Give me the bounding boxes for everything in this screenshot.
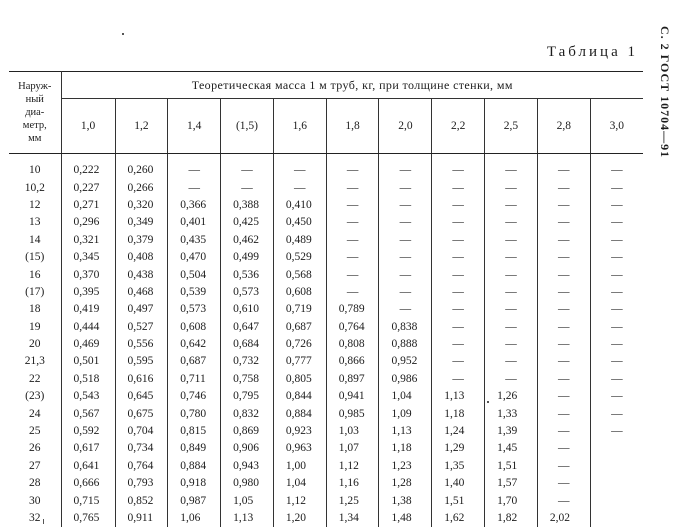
table-row: [9, 510, 643, 527]
mass-value-cell: 0,980: [221, 475, 274, 492]
mass-value-cell: 0,726: [273, 336, 326, 353]
wall-thickness-header: 1,4: [168, 99, 221, 154]
mass-value-cell: —: [273, 154, 326, 180]
mass-value-cell: 0,687: [273, 319, 326, 336]
mass-value-cell: —: [611, 338, 623, 351]
mass-value-cell: —: [432, 154, 485, 180]
mass-value-cell: 0,616: [115, 371, 168, 388]
mass-value-cell: 2,02: [537, 510, 590, 527]
outer-diameter-cell: 10: [9, 154, 61, 180]
wall-thickness-header-row: [9, 99, 643, 154]
mass-value-cell: 0,573: [168, 301, 221, 318]
mass-value-cell: 0,795: [221, 388, 274, 405]
mass-value-cell: 0,608: [273, 284, 326, 301]
mass-value-cell: 0,296: [61, 214, 115, 231]
mass-value-cell: 0,435: [168, 232, 221, 249]
mass-value-cell: 0,684: [221, 336, 274, 353]
mass-value-cell: —: [326, 249, 379, 266]
mass-value-cell: 0,401: [168, 214, 221, 231]
mass-value-cell: —: [326, 197, 379, 214]
table-row: [9, 284, 643, 301]
mass-value-cell: 0,911: [115, 510, 168, 527]
mass-value-cell: —: [432, 319, 485, 336]
wall-thickness-header: 1,0: [61, 99, 115, 154]
mass-value-cell: 0,501: [61, 353, 115, 370]
outer-diameter-cell: 20: [9, 336, 61, 353]
mass-value-cell: 1,12: [273, 492, 326, 509]
mass-value-cell: 0,497: [115, 301, 168, 318]
mass-value-cell: —: [537, 492, 590, 509]
outer-diameter-cell: 26: [9, 440, 61, 457]
mass-value-cell: —: [485, 284, 538, 301]
mass-value-cell: —: [432, 249, 485, 266]
mass-value-cell: —: [326, 179, 379, 196]
wall-thickness-header: 1,2: [115, 99, 168, 154]
outer-diameter-cell: (15): [9, 249, 61, 266]
corner-line: мм: [28, 133, 42, 144]
wall-thickness-header: 3,0: [590, 99, 643, 154]
mass-value-cell: —: [611, 251, 623, 264]
mass-value-cell: 0,687: [168, 353, 221, 370]
mass-value-cell: —: [611, 390, 623, 403]
mass-value-cell: —: [485, 353, 538, 370]
mass-value-cell: —: [432, 232, 485, 249]
mass-value-cell: 0,943: [221, 458, 274, 475]
mass-value-cell: 1,13: [432, 388, 485, 405]
mass-value-cell: 0,780: [168, 405, 221, 422]
outer-diameter-cell: 21,3: [9, 353, 61, 370]
mass-value-cell: —: [485, 301, 538, 318]
mass-value-cell: 0,884: [273, 405, 326, 422]
mass-value-cell: 1,62: [432, 510, 485, 527]
mass-value-cell: 0,888: [379, 336, 432, 353]
table-row: [9, 319, 643, 336]
mass-value-cell: 0,489: [273, 232, 326, 249]
mass-value-cell: 0,529: [273, 249, 326, 266]
mass-value-cell: 1,06: [168, 510, 221, 527]
pipe-mass-table: [9, 71, 643, 527]
table-row: [9, 249, 643, 266]
mass-value-cell: [590, 492, 643, 509]
mass-value-cell: 1,70: [485, 492, 538, 509]
mass-value-cell: 0,732: [221, 353, 274, 370]
mass-value-cell: 0,617: [61, 440, 115, 457]
mass-value-cell: 0,869: [221, 423, 274, 440]
mass-value-cell: 1,18: [432, 405, 485, 422]
mass-value-cell: —: [537, 214, 590, 231]
mass-value-cell: 0,592: [61, 423, 115, 440]
mass-value-cell: 0,227: [61, 179, 115, 196]
mass-value-cell: —: [485, 214, 538, 231]
mass-value-cell: 0,719: [273, 301, 326, 318]
mass-value-cell: —: [537, 232, 590, 249]
wall-thickness-header: 2,5: [485, 99, 538, 154]
mass-value-cell: 0,608: [168, 319, 221, 336]
table-row: [9, 214, 643, 231]
mass-value-cell: 0,469: [61, 336, 115, 353]
mass-value-cell: 0,746: [168, 388, 221, 405]
mass-value-cell: —: [537, 179, 590, 196]
mass-value-cell: 0,941: [326, 388, 379, 405]
mass-value-cell: 0,518: [61, 371, 115, 388]
mass-value-cell: 0,320: [115, 197, 168, 214]
outer-diameter-header: [9, 72, 61, 154]
mass-value-cell: —: [379, 232, 432, 249]
outer-diameter-cell: 28: [9, 475, 61, 492]
corner-line: диа-: [25, 107, 45, 118]
outer-diameter-cell: 14: [9, 232, 61, 249]
mass-value-cell: 0,595: [115, 353, 168, 370]
table-row: [9, 154, 643, 180]
mass-value-cell: —: [485, 266, 538, 283]
mass-value-cell: 1,07: [326, 440, 379, 457]
mass-value-cell: 0,370: [61, 266, 115, 283]
outer-diameter-cell: 24: [9, 405, 61, 422]
wall-thickness-header: 2,8: [537, 99, 590, 154]
mass-value-cell: 1,00: [273, 458, 326, 475]
outer-diameter-cell: 27: [9, 458, 61, 475]
table-row: [9, 301, 643, 318]
mass-value-cell: —: [537, 197, 590, 214]
mass-value-cell: 0,765: [61, 510, 115, 527]
mass-value-cell: 0,952: [379, 353, 432, 370]
wall-thickness-header: 2,2: [432, 99, 485, 154]
mass-value-cell: 0,985: [326, 405, 379, 422]
mass-value-cell: 1,13: [221, 510, 274, 527]
mass-value-cell: 1,04: [273, 475, 326, 492]
mass-value-cell: 1,34: [326, 510, 379, 527]
outer-diameter-cell: (23): [9, 388, 61, 405]
mass-value-cell: —: [326, 232, 379, 249]
mass-value-cell: —: [611, 425, 623, 438]
mass-value-cell: —: [432, 284, 485, 301]
mass-value-cell: 0,470: [168, 249, 221, 266]
mass-value-cell: —: [611, 407, 623, 420]
mass-value-cell: 1,18: [379, 440, 432, 457]
mass-value-cell: 0,260: [115, 154, 168, 180]
mass-value-cell: 0,923: [273, 423, 326, 440]
table-body: [9, 154, 643, 528]
mass-value-cell: 0,543: [61, 388, 115, 405]
outer-diameter-cell: 32: [9, 510, 61, 527]
mass-value-cell: 0,734: [115, 440, 168, 457]
mass-value-cell: 0,395: [61, 284, 115, 301]
mass-value-cell: —: [611, 320, 623, 333]
mass-value-cell: 0,758: [221, 371, 274, 388]
mass-value-cell: 0,897: [326, 371, 379, 388]
outer-diameter-cell: 10,2: [9, 179, 61, 196]
table-row: [9, 371, 643, 388]
mass-value-cell: 0,438: [115, 266, 168, 283]
mass-value-cell: —: [432, 266, 485, 283]
mass-value-cell: 0,444: [61, 319, 115, 336]
mass-value-cell: 1,26: [485, 388, 538, 405]
table-row: [9, 179, 643, 196]
mass-value-cell: 1,29: [432, 440, 485, 457]
mass-value-cell: 1,16: [326, 475, 379, 492]
mass-value-cell: —: [537, 249, 590, 266]
mass-value-cell: 0,266: [115, 179, 168, 196]
mass-value-cell: —: [379, 154, 432, 180]
mass-value-cell: 0,366: [168, 197, 221, 214]
mass-value-cell: 0,536: [221, 266, 274, 283]
mass-value-cell: 0,527: [115, 319, 168, 336]
mass-value-cell: —: [537, 284, 590, 301]
mass-value-cell: —: [537, 475, 590, 492]
mass-value-cell: —: [379, 197, 432, 214]
mass-value-cell: —: [485, 336, 538, 353]
wall-thickness-header: 1,8: [326, 99, 379, 154]
mass-value-cell: 0,866: [326, 353, 379, 370]
mass-value-cell: —: [611, 372, 623, 385]
wall-thickness-header: (1,5): [221, 99, 274, 154]
mass-group-header: Теоретическая масса 1 м труб, кг, при толщине стенки, мм: [61, 72, 643, 99]
mass-value-cell: 0,539: [168, 284, 221, 301]
mass-value-cell: 0,666: [61, 475, 115, 492]
outer-diameter-cell: (17): [9, 284, 61, 301]
mass-value-cell: 0,642: [168, 336, 221, 353]
mass-value-cell: 1,40: [432, 475, 485, 492]
mass-value-cell: 0,408: [115, 249, 168, 266]
wall-thickness-header: 1,6: [273, 99, 326, 154]
mass-value-cell: 0,852: [115, 492, 168, 509]
mass-value-cell: 0,641: [61, 458, 115, 475]
mass-value-cell: 1,33: [485, 405, 538, 422]
mass-value-cell: —: [611, 216, 623, 229]
mass-value-cell: 1,57: [485, 475, 538, 492]
mass-value-cell: 0,468: [115, 284, 168, 301]
mass-value-cell: —: [537, 266, 590, 283]
mass-value-cell: —: [379, 214, 432, 231]
mass-value-cell: 0,704: [115, 423, 168, 440]
corner-line: метр,: [22, 120, 47, 131]
mass-value-cell: [590, 510, 643, 527]
mass-value-cell: —: [273, 179, 326, 196]
mass-value-cell: —: [432, 371, 485, 388]
mass-value-cell: —: [485, 319, 538, 336]
mass-value-cell: —: [537, 423, 590, 440]
mass-value-cell: —: [432, 301, 485, 318]
mass-value-cell: 0,711: [168, 371, 221, 388]
mass-value-cell: —: [537, 336, 590, 353]
wall-thickness-header: 2,0: [379, 99, 432, 154]
table-row: [9, 232, 643, 249]
corner-line: Наруж-: [18, 81, 52, 92]
mass-value-cell: 0,504: [168, 266, 221, 283]
mass-value-cell: —: [537, 440, 590, 457]
mass-value-cell: 0,844: [273, 388, 326, 405]
mass-value-cell: —: [611, 198, 623, 211]
mass-value-cell: —: [379, 284, 432, 301]
mass-value-cell: —: [611, 268, 623, 281]
mass-value-cell: —: [485, 179, 538, 196]
mass-value-cell: 0,838: [379, 319, 432, 336]
mass-value-cell: 0,388: [221, 197, 274, 214]
mass-value-cell: 1,24: [432, 423, 485, 440]
table-row: [9, 197, 643, 214]
mass-value-cell: 1,03: [326, 423, 379, 440]
mass-value-cell: [590, 475, 643, 492]
mass-value-cell: —: [537, 319, 590, 336]
mass-value-cell: —: [611, 181, 623, 194]
outer-diameter-cell: 25: [9, 423, 61, 440]
mass-value-cell: —: [537, 154, 590, 180]
scan-speck: [43, 519, 44, 524]
mass-value-cell: 0,808: [326, 336, 379, 353]
mass-value-cell: 0,222: [61, 154, 115, 180]
mass-value-cell: —: [485, 154, 538, 180]
mass-value-cell: 0,986: [379, 371, 432, 388]
mass-value-cell: 0,849: [168, 440, 221, 457]
mass-value-cell: 0,777: [273, 353, 326, 370]
mass-value-cell: 1,38: [379, 492, 432, 509]
mass-value-cell: —: [432, 179, 485, 196]
mass-value-cell: —: [379, 179, 432, 196]
outer-diameter-cell: 13: [9, 214, 61, 231]
mass-value-cell: 0,271: [61, 197, 115, 214]
scan-speck: [487, 401, 489, 403]
mass-value-cell: 1,39: [485, 423, 538, 440]
mass-value-cell: —: [379, 266, 432, 283]
mass-value-cell: 1,48: [379, 510, 432, 527]
table-row: [9, 388, 643, 405]
mass-value-cell: —: [221, 154, 274, 180]
mass-value-cell: —: [432, 353, 485, 370]
mass-value-cell: —: [537, 405, 590, 422]
mass-value-cell: 0,764: [326, 319, 379, 336]
mass-value-cell: 0,425: [221, 214, 274, 231]
mass-value-cell: —: [379, 301, 432, 318]
mass-value-cell: 0,419: [61, 301, 115, 318]
mass-value-cell: —: [611, 285, 623, 298]
mass-value-cell: 0,789: [326, 301, 379, 318]
mass-value-cell: 1,51: [432, 492, 485, 509]
table-row: [9, 423, 643, 440]
mass-value-cell: 1,23: [379, 458, 432, 475]
mass-value-cell: 0,567: [61, 405, 115, 422]
table-row: [9, 266, 643, 283]
outer-diameter-cell: 18: [9, 301, 61, 318]
mass-value-cell: —: [537, 353, 590, 370]
mass-value-cell: —: [611, 164, 623, 177]
mass-value-cell: 0,349: [115, 214, 168, 231]
mass-value-cell: [590, 440, 643, 457]
mass-value-cell: 0,764: [115, 458, 168, 475]
mass-value-cell: —: [326, 284, 379, 301]
outer-diameter-cell: 30: [9, 492, 61, 509]
mass-value-cell: —: [326, 214, 379, 231]
mass-value-cell: 0,906: [221, 440, 274, 457]
mass-value-cell: 0,963: [273, 440, 326, 457]
mass-value-cell: —: [611, 303, 623, 316]
mass-value-cell: —: [485, 197, 538, 214]
mass-value-cell: 0,987: [168, 492, 221, 509]
mass-value-cell: —: [326, 154, 379, 180]
table-row: [9, 475, 643, 492]
mass-value-cell: —: [485, 371, 538, 388]
mass-value-cell: —: [379, 249, 432, 266]
mass-value-cell: 1,04: [379, 388, 432, 405]
standard-side-label: С. 2 ГОСТ 10704—91: [658, 26, 672, 159]
mass-value-cell: 1,35: [432, 458, 485, 475]
table-row: [9, 458, 643, 475]
mass-value-cell: —: [168, 179, 221, 196]
mass-value-cell: —: [432, 336, 485, 353]
mass-value-cell: 1,13: [379, 423, 432, 440]
mass-value-cell: —: [326, 266, 379, 283]
mass-value-cell: —: [537, 388, 590, 405]
mass-value-cell: 1,09: [379, 405, 432, 422]
outer-diameter-cell: 19: [9, 319, 61, 336]
mass-value-cell: 1,45: [485, 440, 538, 457]
mass-value-cell: —: [611, 355, 623, 368]
mass-value-cell: —: [537, 301, 590, 318]
mass-value-cell: 1,25: [326, 492, 379, 509]
mass-value-cell: 0,345: [61, 249, 115, 266]
table-row: [9, 336, 643, 353]
mass-value-cell: 1,28: [379, 475, 432, 492]
mass-value-cell: —: [485, 249, 538, 266]
mass-value-cell: 0,321: [61, 232, 115, 249]
outer-diameter-cell: 12: [9, 197, 61, 214]
mass-value-cell: [590, 458, 643, 475]
mass-value-cell: 0,793: [115, 475, 168, 492]
mass-value-cell: 0,450: [273, 214, 326, 231]
mass-value-cell: 0,918: [168, 475, 221, 492]
mass-value-cell: 0,499: [221, 249, 274, 266]
mass-value-cell: —: [537, 371, 590, 388]
table-row: [9, 353, 643, 370]
mass-value-cell: 1,20: [273, 510, 326, 527]
table-row: [9, 492, 643, 509]
mass-value-cell: 0,462: [221, 232, 274, 249]
mass-value-cell: 0,556: [115, 336, 168, 353]
mass-value-cell: 0,410: [273, 197, 326, 214]
mass-value-cell: 0,610: [221, 301, 274, 318]
mass-value-cell: 0,675: [115, 405, 168, 422]
mass-value-cell: 1,05: [221, 492, 274, 509]
mass-value-cell: 0,805: [273, 371, 326, 388]
mass-value-cell: —: [485, 232, 538, 249]
mass-value-cell: 0,647: [221, 319, 274, 336]
mass-value-cell: —: [537, 458, 590, 475]
mass-value-cell: —: [221, 179, 274, 196]
mass-value-cell: 0,645: [115, 388, 168, 405]
mass-value-cell: —: [432, 197, 485, 214]
mass-value-cell: 0,815: [168, 423, 221, 440]
scan-speck: [122, 33, 124, 35]
mass-value-cell: 1,51: [485, 458, 538, 475]
table-row: [9, 405, 643, 422]
mass-value-cell: 0,715: [61, 492, 115, 509]
mass-value-cell: 0,832: [221, 405, 274, 422]
mass-value-cell: —: [432, 214, 485, 231]
mass-value-cell: —: [611, 233, 623, 246]
mass-value-cell: 0,573: [221, 284, 274, 301]
mass-value-cell: 0,884: [168, 458, 221, 475]
mass-value-cell: 0,379: [115, 232, 168, 249]
outer-diameter-cell: 22: [9, 371, 61, 388]
mass-value-cell: 1,82: [485, 510, 538, 527]
mass-value-cell: —: [168, 154, 221, 180]
outer-diameter-cell: 16: [9, 266, 61, 283]
table-caption: Таблица 1: [546, 44, 638, 60]
table-row: [9, 440, 643, 457]
mass-value-cell: 1,12: [326, 458, 379, 475]
mass-value-cell: 0,568: [273, 266, 326, 283]
corner-line: ный: [25, 94, 44, 105]
